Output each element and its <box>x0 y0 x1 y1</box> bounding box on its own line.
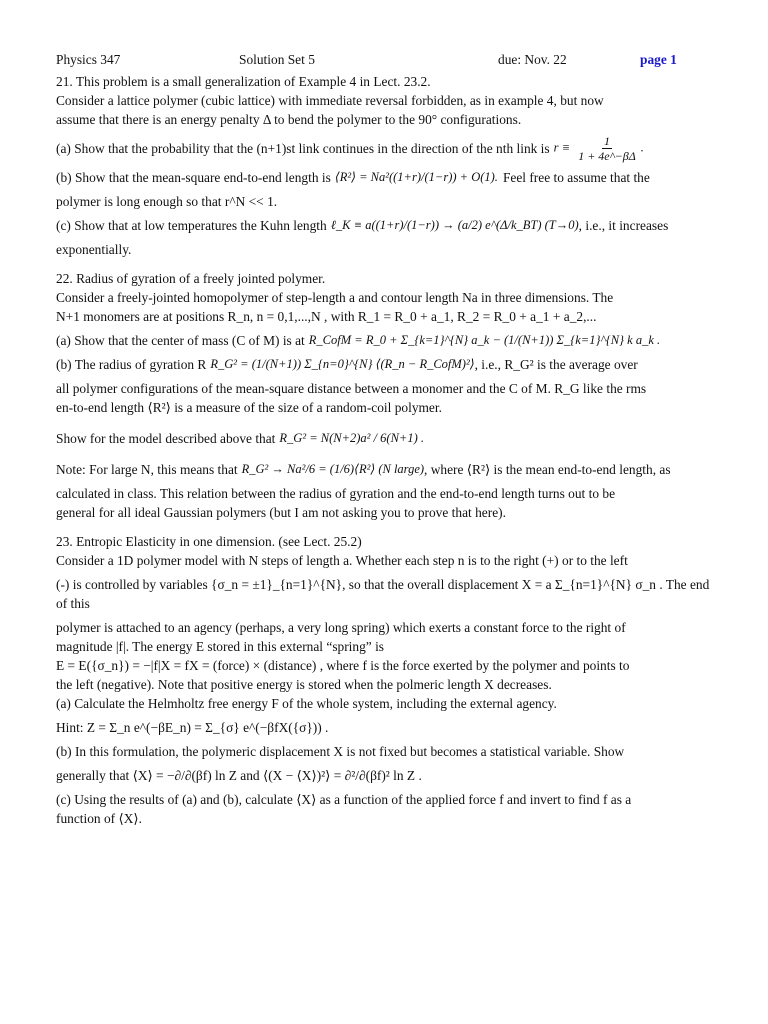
note-text: calculated in class. This relation between the radius of gyration and the end-to-end length turns out to be <box>56 486 616 501</box>
equation: ⟨R²⟩ = Na²((1+r)/(1−r)) + O(1). <box>334 170 498 184</box>
part-b-text: polymer is long enough so that r^N << 1. <box>56 194 278 209</box>
part-c-text: function of ⟨X⟩. <box>56 811 142 826</box>
problem-23-text: polymer is attached to an agency (perhaps, a very long spring) which exerts a constant force to the right of <box>56 620 626 635</box>
problem-23-text: (-) is controlled by variables {σ_n = ±1}_{n=1}^{N}, so that the overall displacement X = a Σ_{n=1}^{N} σ_n . The end of this <box>56 577 710 611</box>
part-b-text: generally that ⟨X⟩ = −∂/∂(βf) ln Z and ⟨(X − ⟨X⟩)²⟩ = ∂²/∂(βf)² ln Z . <box>56 768 422 783</box>
part-b-text: (b) The radius of gyration R <box>56 357 207 372</box>
problem-21c <box>56 216 716 235</box>
problem-21a <box>56 134 716 163</box>
problem-23 <box>56 532 716 828</box>
fraction <box>576 134 638 163</box>
page-header <box>56 50 716 72</box>
course-name: Physics 347 <box>56 52 121 67</box>
equation: R_G² = N(N+2)a² / 6(N+1) . <box>279 431 425 445</box>
due-date: due: Nov. 22 <box>498 52 567 67</box>
document-page <box>56 50 716 828</box>
problem-23-intro: 23. Entropic Elasticity in one dimension. (see Lect. 25.2) <box>56 534 362 549</box>
problem-22a <box>56 331 716 350</box>
equation: R_G² → Na²/6 = (1/6)⟨R²⟩ (N large) <box>241 462 425 476</box>
problem-22-show <box>56 429 716 448</box>
equation: r ≡ $\frac{1}{1 + 4e\^{}-\beta\Delta}$ . <box>553 134 644 163</box>
equation: R_G² = (1/(N+1)) Σ_{n=0}^{N} ⟨(R_n − R_CofM)²⟩ <box>210 357 475 371</box>
fraction-denominator: 1 + 4e^−βΔ <box>578 149 636 163</box>
fraction-numerator: 1 <box>603 134 610 148</box>
note-text: general for all ideal Gaussian polymers (but I am not asking you to prove that here). <box>56 505 506 520</box>
part-a-text: (a) Calculate the Helmholtz free energy F of the whole system, including the external agency. <box>56 696 557 711</box>
problem-21b <box>56 168 716 187</box>
problem-21-text: Consider a lattice polymer (cubic lattice) with immediate reversal forbidden, as in example 4, but now <box>56 93 604 108</box>
part-c-text: (c) Using the results of (a) and (b), calculate ⟨X⟩ as a function of the applied force f and invert to find f as a <box>56 792 632 807</box>
hint-text: Hint: Z = Σ_n e^(−βE_n) = Σ_{σ} e^(−βfX({σ})) . <box>56 720 329 735</box>
problem-22b <box>56 355 716 374</box>
part-c-tail: , i.e., it increases <box>578 218 669 233</box>
problem-22-intro: 22. Radius of gyration of a freely jointed polymer. <box>56 271 326 286</box>
part-b-text: (b) Show that the mean-square end-to-end length is <box>56 170 331 185</box>
problem-21 <box>56 72 716 259</box>
problem-22-text: Consider a freely-jointed homopolymer of step-length a and contour length Na in three dimensions. The <box>56 290 614 305</box>
problem-23-text: Consider a 1D polymer model with N steps of length a. Whether each step n is to the right (+) or to the left <box>56 553 628 568</box>
show-text: Show for the model described above that <box>56 431 276 446</box>
part-b-tail: , i.e., R_G² is the average over <box>474 357 638 372</box>
part-c-text: (c) Show that at low temperatures the Kuhn length <box>56 218 327 233</box>
part-b-text: (b) In this formulation, the polymeric displacement X is not fixed but becomes a statistical variable. Show <box>56 744 625 759</box>
problem-23-text: magnitude |f|. The energy E stored in this external “spring” is <box>56 639 385 654</box>
note-text: Note: For large N, this means that <box>56 462 238 477</box>
equation: ℓ_K ≡ a((1+r)/(1−r)) → (a/2) e^(Δ/k_BT) (T→0) <box>330 218 579 232</box>
part-a-text: (a) Show that the center of mass (C of M) is at <box>56 333 305 348</box>
note-tail: , where ⟨R²⟩ is the mean end-to-end length, as <box>424 462 671 477</box>
part-a-text: (a) Show that the probability that the (n+1)st link continues in the direction of the nth link is <box>56 141 550 156</box>
problem-21-text: assume that there is an energy penalty Δ to bend the polymer to the 90° configurations. <box>56 112 522 127</box>
part-c-text: exponentially. <box>56 242 132 257</box>
page-number: page 1 <box>640 52 677 67</box>
problem-22 <box>56 269 716 522</box>
problem-22-text: N+1 monomers are at positions R_n, n = 0,1,...,N , with R_1 = R_0 + a_1, R_2 = R_0 + a_1 + a_2,... <box>56 309 597 324</box>
equation: R_CofM = R_0 + Σ_{k=1}^{N} a_k − (1/(N+1)) Σ_{k=1}^{N} k a_k . <box>308 333 661 347</box>
document-title: Solution Set 5 <box>239 52 315 67</box>
problem-23-text: E = E({σ_n}) = −|f|X = fX = (force) × (distance) , where f is the force exerted by the polymer and points to <box>56 658 630 673</box>
problem-21-intro: 21. This problem is a small generalization of Example 4 in Lect. 23.2. <box>56 74 431 89</box>
part-b-text: all polymer configurations of the mean-square distance between a monomer and the C of M. R_G like the rms <box>56 381 647 396</box>
part-b-tail: Feel free to assume that the <box>502 170 650 185</box>
problem-22-note <box>56 460 716 479</box>
part-b-text: en-to-end length ⟨R²⟩ is a measure of the size of a random-coil polymer. <box>56 400 442 415</box>
equation-lhs: r ≡ <box>553 140 571 155</box>
problem-23-text: the left (negative). Note that positive energy is stored when the polmeric length X decreases. <box>56 677 552 692</box>
